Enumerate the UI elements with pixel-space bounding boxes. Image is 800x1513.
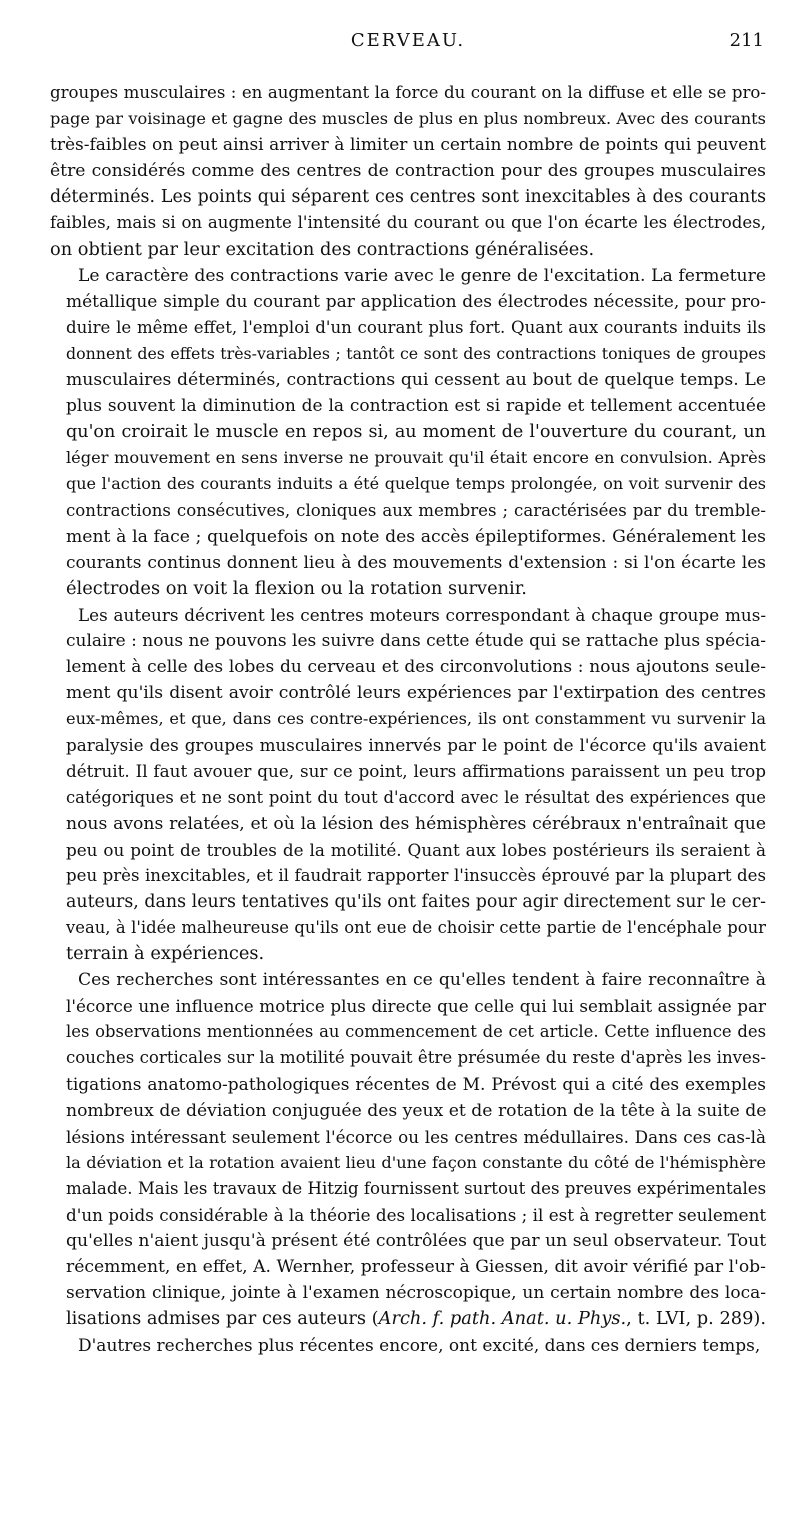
body-text: [50, 80, 766, 1359]
text-line: qu'on croirait le muscle en repos si, au moment de l'ouverture du courant, un: [66, 422, 766, 443]
text-line: ment qu'ils disent avoir contrôlé leurs expériences par l'extirpation des centres: [66, 683, 766, 704]
text-line: nous avons relatées, et où la lésion des hémisphères cérébraux n'entraînait que: [66, 813, 766, 834]
text-line: veau, à l'idée malheureuse qu'ils ont eue de choisir cette partie de l'encéphale pour: [66, 918, 766, 937]
text-line: la déviation et la rotation avaient lieu d'une façon constante du côté de l'hémisphère: [66, 1152, 766, 1172]
text-line: on obtient par leur excitation des contractions généralisées.: [50, 238, 595, 260]
text-line: que l'action des courants induits a été quelque temps prolongée, on voit survenir des: [66, 474, 766, 494]
text-line: Les auteurs décrivent les centres moteurs correspondant à chaque groupe mus-: [78, 604, 766, 625]
page-header: [50, 20, 766, 60]
text-line: courants continus donnent lieu à des mouvements d'extension : si l'on écarte les: [66, 552, 766, 573]
text-line: musculaires déterminés, contractions qui cessent au bout de quelque temps. Le: [66, 370, 766, 391]
text-line: peu ou point de troubles de la motilité. Quant aux lobes postérieurs ils seraient à: [66, 839, 766, 860]
text-line: lisations admises par ces auteurs (Arch. f. path. Anat. u. Phys., t. LVI, p. 289).: [66, 1308, 766, 1330]
text-line: être considérés comme des centres de contraction pour des groupes musculaires: [50, 161, 766, 182]
text-line: page par voisinage et gagne des muscles de plus en plus nombreux. Avec des courants: [50, 109, 766, 129]
text-line: déterminés. Les points qui séparent ces centres sont inexcitables à des courants: [50, 187, 766, 208]
text-line: servation clinique, jointe à l'examen nécroscopique, un certain nombre des loca-: [66, 1283, 766, 1304]
text-line: plus souvent la diminution de la contraction est si rapide et tellement accentuée: [66, 396, 766, 417]
text-line: lésions intéressant seulement l'écorce ou les centres médullaires. Dans ces cas-là: [66, 1126, 766, 1147]
paragraph: [50, 80, 766, 263]
text-line: donnent des effets très-variables ; tantôt ce sont des contractions toniques de groupes: [66, 343, 766, 363]
text-line: détruit. Il faut avouer que, sur ce point, leurs affirmations paraissent un peu trop: [66, 761, 766, 782]
text-line: catégoriques et ne sont point du tout d'accord avec le résultat des expériences que: [66, 787, 766, 807]
text-line: duire le même effet, l'emploi d'un courant plus fort. Quant aux courants induits ils: [66, 317, 766, 337]
text-line: tigations anatomo-pathologiques récentes de M. Prévost qui a cité des exemples: [66, 1074, 766, 1095]
text-line: faibles, mais si on augmente l'intensité du courant ou que l'on écarte les électrodes,: [50, 213, 766, 233]
text-line: très-faibles on peut ainsi arriver à limiter un certain nombre de points qui peuvent: [50, 135, 766, 156]
text-line: groupes musculaires : en augmentant la force du courant on la diffuse et elle se pro-: [50, 83, 766, 102]
text-line: Ces recherches sont intéressantes en ce qu'elles tendent à faire reconnaître à: [78, 970, 766, 991]
paragraph: [50, 967, 766, 1332]
text-line: nombreux de déviation conjuguée des yeux et de rotation de la tête à la suite de: [66, 1100, 767, 1121]
text-line: qu'elles n'aient jusqu'à présent été contrôlées que par un seul observateur. Tout: [66, 1231, 767, 1252]
page-number: 211: [729, 30, 764, 51]
text-line: culaire : nous ne pouvons les suivre dans cette étude qui se rattache plus spécia-: [66, 630, 766, 651]
text-line: d'un poids considérable à la théorie des localisations ; il est à regretter seulement: [66, 1205, 767, 1226]
text-line: récemment, en effet, A. Wernher, professeur à Giessen, dit avoir vérifié par l'ob-: [66, 1257, 766, 1278]
text-line: malade. Mais les travaux de Hitzig fournissent surtout des preuves expérimentales: [66, 1178, 767, 1198]
paragraph: [50, 602, 766, 967]
citation-journal: Arch. f. path. Anat. u. Phys.: [378, 1308, 627, 1330]
paragraph: [50, 263, 766, 602]
text-line: les observations mentionnées au commencement de cet article. Cette influence des: [66, 1022, 766, 1042]
text-line: contractions consécutives, cloniques aux membres ; caractérisées par du tremble-: [66, 500, 766, 520]
text-line: couches corticales sur la motilité pouvait être présumée du reste d'après les inves-: [66, 1048, 766, 1068]
text-line: l'écorce une influence motrice plus directe que celle qui lui semblait assignée par: [66, 996, 766, 1017]
text-line: eux-mêmes, et que, dans ces contre-expériences, ils ont constamment vu survenir la: [66, 709, 766, 729]
text-line: paralysie des groupes musculaires innervés par le point de l'écorce qu'ils avaient: [66, 735, 766, 756]
text-line: métallique simple du courant par application des électrodes nécessite, pour pro-: [66, 291, 766, 312]
text-line: D'autres recherches plus récentes encore, ont excité, dans ces derniers temps,: [78, 1335, 761, 1356]
paragraph: [50, 1333, 766, 1359]
text-line: léger mouvement en sens inverse ne prouvait qu'il était encore en convulsion. Après: [66, 448, 766, 468]
running-title: CERVEAU.: [350, 30, 466, 51]
text-line: Le caractère des contractions varie avec le genre de l'excitation. La fermeture: [78, 265, 766, 286]
text-line: lement à celle des lobes du cerveau et des circonvolutions : nous ajoutons seule-: [66, 657, 766, 678]
text-line: ment à la face ; quelquefois on note des accès épileptiformes. Généralement les: [66, 526, 766, 547]
text-line: électrodes on voit la flexion ou la rotation survenir.: [66, 577, 527, 599]
text-line: peu près inexcitables, et il faudrait rapporter l'insuccès éprouvé par la plupart des: [66, 865, 766, 885]
text-line: terrain à expériences.: [66, 943, 265, 965]
text-line: auteurs, dans leurs tentatives qu'ils ont faites pour agir directement sur le cer-: [66, 891, 766, 912]
